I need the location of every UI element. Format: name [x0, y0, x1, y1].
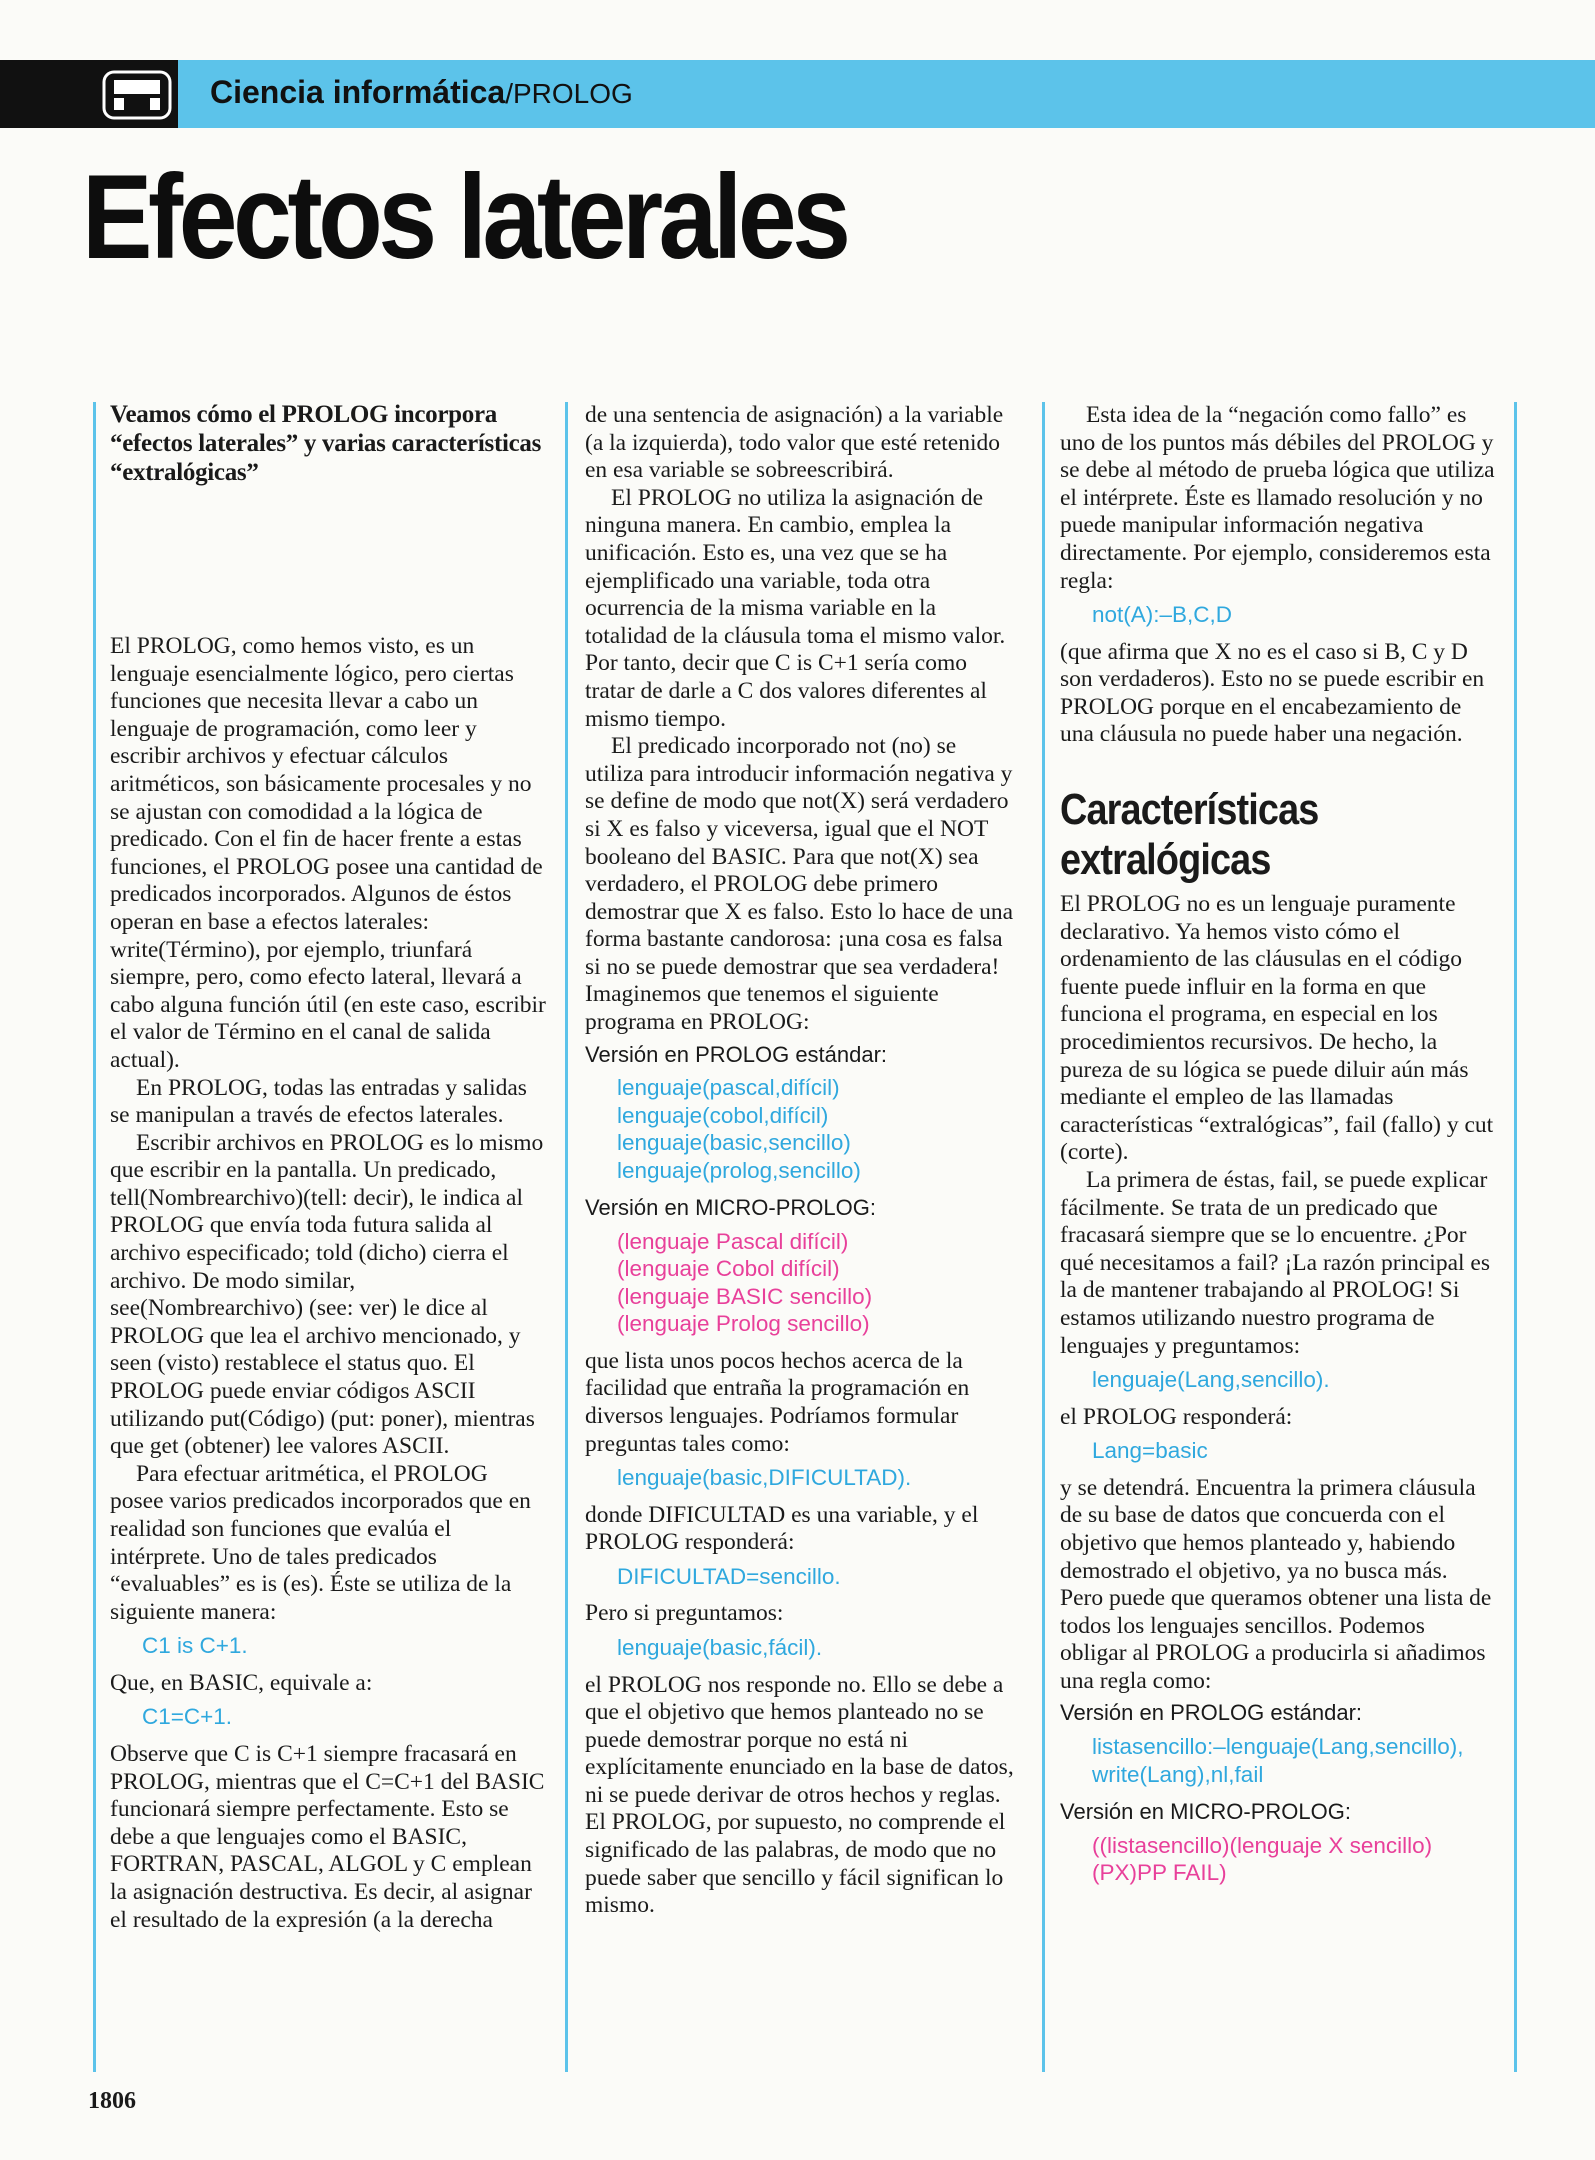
computer-icon — [100, 68, 174, 122]
label-micro-prolog-2: Versión en MICRO-PROLOG: — [1060, 1799, 1351, 1825]
col3-paragraph-6: y se detendrá. Encuentra la primera cláusula de su base de datos que concuerda con el objetivo que hemos planteado y, habiendo demostrado el objetivo, ya no busca más. Pero puede que queramos obtener una lista de todos los lenguajes sencillos. Podemos obligar al PROLOG a producirla si añadimos una regla como: — [1060, 1474, 1492, 1694]
column-3 — [1060, 402, 1496, 1897]
code-line: ((listasencillo)(lenguaje X sencillo) — [1092, 1832, 1433, 1858]
code-line: (PX)PP FAIL) — [1092, 1860, 1227, 1886]
code-line: (lenguaje Prolog sencillo) — [617, 1311, 870, 1337]
subheading-extralogicas: Características extralógicas — [1060, 785, 1319, 885]
code-line: (lenguaje Pascal difícil) — [617, 1228, 849, 1254]
section-name: Ciencia informática — [210, 74, 506, 110]
col2-paragraph-2: El PROLOG no utiliza la asignación de ninguna manera. En cambio, emplea la unificación. Esto es, una vez que se ha ejemplificado una variable, toda otra ocurrencia de la misma variable en la totalidad de la cláusula toma el mismo valor. Por tanto, decir que C is C+1 sería como tratar de darle a C dos valores diferentes al mismo tiempo. — [585, 484, 1006, 732]
page-number: 1806 — [88, 2088, 136, 2114]
code-line: (lenguaje BASIC sencillo) — [617, 1283, 873, 1309]
code-c1-equals: C1=C+1. — [142, 1704, 233, 1730]
code-line: lenguaje(basic,sencillo) — [617, 1130, 851, 1156]
col1-paragraph-2: En PROLOG, todas las entradas y salidas se manipulan a través de efectos laterales. — [110, 1074, 527, 1129]
code-block-standard — [585, 1074, 1015, 1184]
col1-paragraph-4: Para efectuar aritmética, el PROLOG posee varios predicados incorporados que en realidad son funciones que evalúa el intérprete. Uno de tales predicados “evaluables” es is (es). Éste se utiliza de la siguiente manera: — [110, 1460, 531, 1625]
column-2 — [585, 402, 1015, 1920]
label-prolog-standard-2: Versión en PROLOG estándar: — [1060, 1700, 1363, 1726]
code-line: lenguaje(prolog,sencillo) — [617, 1157, 861, 1183]
column-1 — [110, 400, 546, 1934]
code-line: write(Lang),nl,fail — [1092, 1761, 1264, 1787]
code-c1-is: C1 is C+1. — [142, 1633, 248, 1659]
section-title — [210, 74, 633, 111]
column-rule-far — [1514, 402, 1517, 2072]
code-query-dificultad: lenguaje(basic,DIFICULTAD). — [617, 1465, 912, 1491]
code-query-facil: lenguaje(basic,fácil). — [617, 1635, 823, 1660]
col3-paragraph-4: La primera de éstas, fail, se puede explicar fácilmente. Se trata de un predicado que fracasará siempre que se lo encuentre. ¿Por qué necesitamos a fail? ¡La razón principal es la de mantener trabajando al PROLOG! Si estamos utilizando nuestro programa de lenguajes y preguntamos: — [1060, 1166, 1490, 1359]
code-answer-dificultad: DIFICULTAD=sencillo. — [617, 1563, 841, 1589]
col3-paragraph-1: Esta idea de la “negación como fallo” es uno de los puntos más débiles del PROLOG y se debe al método de prueba lógica que utiliza el intérprete. Éste es llamado resolución y no puede manipular información negativa directamente. Por ejemplo, consideremos esta regla: — [1060, 402, 1495, 594]
col1-paragraph-1: El PROLOG, como hemos visto, es un lenguaje esencialmente lógico, pero ciertas funciones que necesita llevar a cabo un lenguaje de programación, como leer y escribir archivos y efectuar cálculos aritméticos, son básicamente procesales y no se ajustan con comodidad a la lógica de predicado. Con el fin de hacer frente a estas funciones, el PROLOG posee una cantidad de predicados incorporados. Algunos de éstos operan en base a efectos laterales: write(Término), por ejemplo, triunfará siempre, pero, como efecto lateral, llevará a cabo alguna función útil (en este caso, escribir el valor de Término en el canal de salida actual). — [110, 633, 546, 1073]
code-line: (lenguaje Cobol difícil) — [617, 1256, 840, 1282]
code-block-micro — [585, 1228, 1015, 1338]
section-subname: /PROLOG — [505, 78, 633, 109]
page-title: Efectos laterales — [82, 150, 847, 284]
code-line: lenguaje(cobol,difícil) — [617, 1102, 829, 1128]
col3-paragraph-3: El PROLOG no es un lenguaje puramente declarativo. Ya hemos visto cómo el ordenamiento de las cláusulas en el código fuente puede influir en la forma en que funciona el programa, en especial en los procedimientos recursivos. De hecho, la pureza de su lógica se puede diluir aún más mediante el empleo de las llamadas características “extralógicas”, fail (fallo) y cut (corte). — [1060, 891, 1494, 1166]
col3-paragraph-2: (que afirma que X no es el caso si B, C y D son verdaderos). Esto no se puede escribir en PROLOG porque en el encabezamiento de una cláusula no puede haber una negación. — [1060, 638, 1485, 748]
code-query-lang: lenguaje(Lang,sencillo). — [1092, 1367, 1330, 1393]
col2-paragraph-6: Pero si preguntamos: — [585, 1600, 784, 1627]
col2-paragraph-7: el PROLOG nos responde no. Ello se debe a que el objetivo que hemos planteado no se puede demostrar porque no está ni explícitamente enunciado en la base de datos, ni se puede derivar de otros hechos y reglas. El PROLOG, por supuesto, no comprende el significado de las palabras, de modo que no puede saber que sencillo y fácil significan lo mismo. — [585, 1671, 1014, 1919]
column-rule-mid — [565, 402, 568, 2072]
col2-paragraph-3: El predicado incorporado not (no) se utiliza para introducir información negativa y se define de modo que not(X) será verdadero si X es falso y viceversa, igual que el NOT booleano del BASIC. Para que not(X) sea verdadero, el PROLOG debe primero demostrar que X es falso. Esto lo hace de una forma bastante candorosa: ¡una cosa es falsa si no se puede demostrar que sea verdadera! Imaginemos que tenemos el siguiente programa en PROLOG: — [585, 733, 1014, 1036]
code-block-listasencillo — [1060, 1733, 1496, 1788]
column-rule-left — [93, 402, 96, 2072]
label-micro-prolog: Versión en MICRO-PROLOG: — [585, 1195, 876, 1221]
col1-paragraph-6: Observe que C is C+1 siempre fracasará en PROLOG, mientras que el C=C+1 del BASIC funcionará siempre perfectamente. Esto se debe a que lenguajes como el BASIC, FORTRAN, PASCAL, ALGOL y C emplean la asignación destructiva. Es decir, al asignar el resultado de la expresión (a la derecha — [110, 1740, 545, 1933]
code-block-micro-listasencillo — [1060, 1832, 1496, 1887]
col1-paragraph-5: Que, en BASIC, equivale a: — [110, 1669, 373, 1696]
col2-paragraph-4: que lista unos pocos hechos acerca de la facilidad que entraña la programación en diversos lenguajes. Podríamos formular preguntas tales como: — [585, 1347, 970, 1457]
col2-paragraph-1: de una sentencia de asignación) a la variable (a la izquierda), todo valor que esté retenido en esa variable se sobreescribirá. — [585, 402, 1004, 484]
col1-paragraph-3: Escribir archivos en PROLOG es lo mismo que escribir en la pantalla. Un predicado, tell(Nombrearchivo)(tell: decir), le indica al PROLOG que envía toda futura salida al archivo especificado; told (dicho) cierra el archivo. De modo similar, see(Nombrearchivo) (see: ver) le dice al PROLOG que lea el archivo mencionado, y seen (visto) restablece el status quo. El PROLOG puede enviar códigos ASCII utilizando put(Código) (put: poner), mientras que get (obtener) lee valores ASCII. — [110, 1129, 544, 1460]
code-answer-lang: Lang=basic — [1092, 1438, 1208, 1464]
column-rule-right — [1042, 402, 1045, 2072]
col3-paragraph-5: el PROLOG responderá: — [1060, 1403, 1293, 1430]
code-not-rule: not(A):–B,C,D — [1092, 602, 1233, 628]
col2-paragraph-5: donde DIFICULTAD es una variable, y el PROLOG responderá: — [585, 1501, 979, 1556]
code-line: listasencillo:–lenguaje(Lang,sencillo), — [1092, 1734, 1464, 1760]
label-prolog-standard: Versión en PROLOG estándar: — [585, 1041, 888, 1067]
lede: Veamos cómo el PROLOG incorpora “efectos laterales” y varias características “extralógicas” — [110, 401, 542, 486]
code-line: lenguaje(pascal,difícil) — [617, 1075, 840, 1101]
